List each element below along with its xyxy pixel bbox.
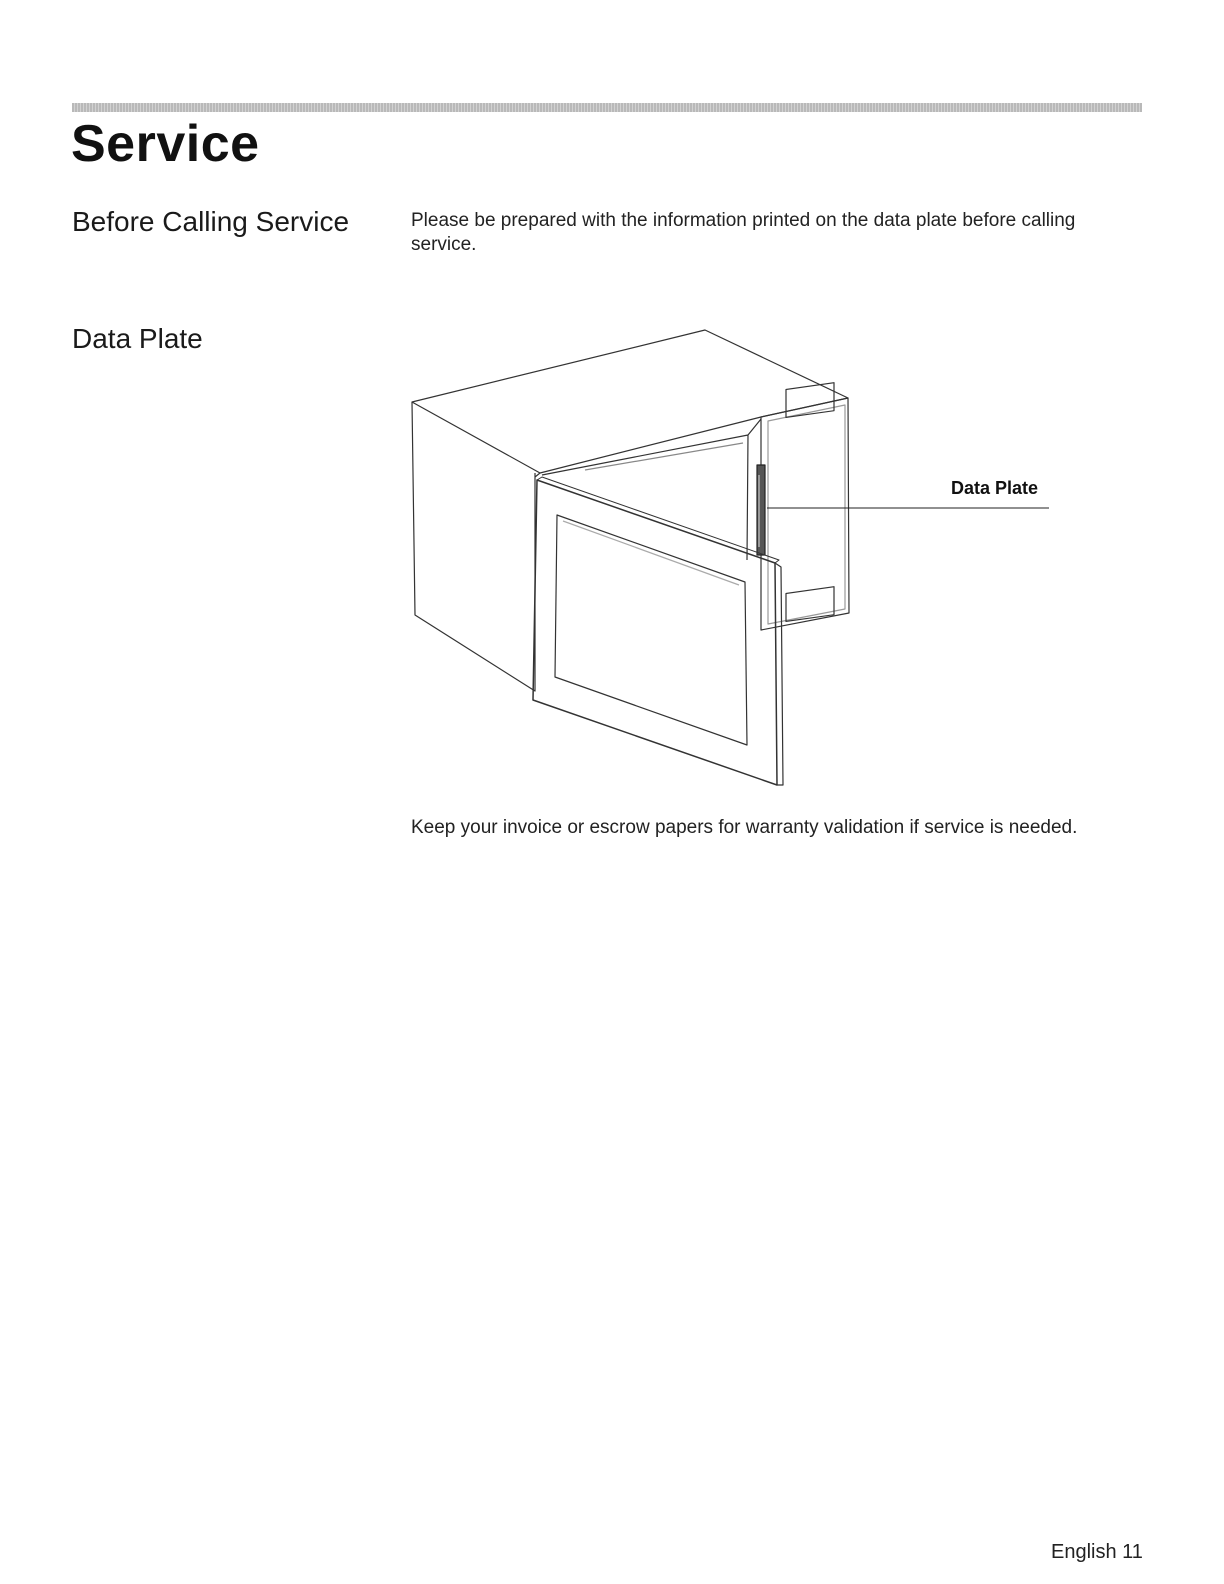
- title-rule: [72, 103, 1142, 112]
- page-number: English 11: [1051, 1541, 1143, 1563]
- cabinet-top: [412, 330, 848, 473]
- oven-door: [533, 480, 777, 785]
- warranty-note: Keep your invoice or escrow papers for warranty validation if service is needed.: [411, 817, 1078, 838]
- door-window: [555, 515, 747, 745]
- before-calling-text: Please be prepared with the information printed on the data plate before calling service.: [411, 210, 1076, 255]
- control-panel: [761, 398, 849, 630]
- section-heading-data-plate: Data Plate: [72, 323, 203, 354]
- oven-cavity: [542, 419, 761, 560]
- cabinet-side: [412, 402, 535, 691]
- data-plate-callout-label: Data Plate: [951, 478, 1039, 498]
- microwave-illustration: [405, 325, 1055, 795]
- data-plate-marker: [757, 465, 765, 555]
- section-heading-before-calling-service: Before Calling Service: [72, 206, 350, 237]
- page-title: Service: [71, 115, 260, 173]
